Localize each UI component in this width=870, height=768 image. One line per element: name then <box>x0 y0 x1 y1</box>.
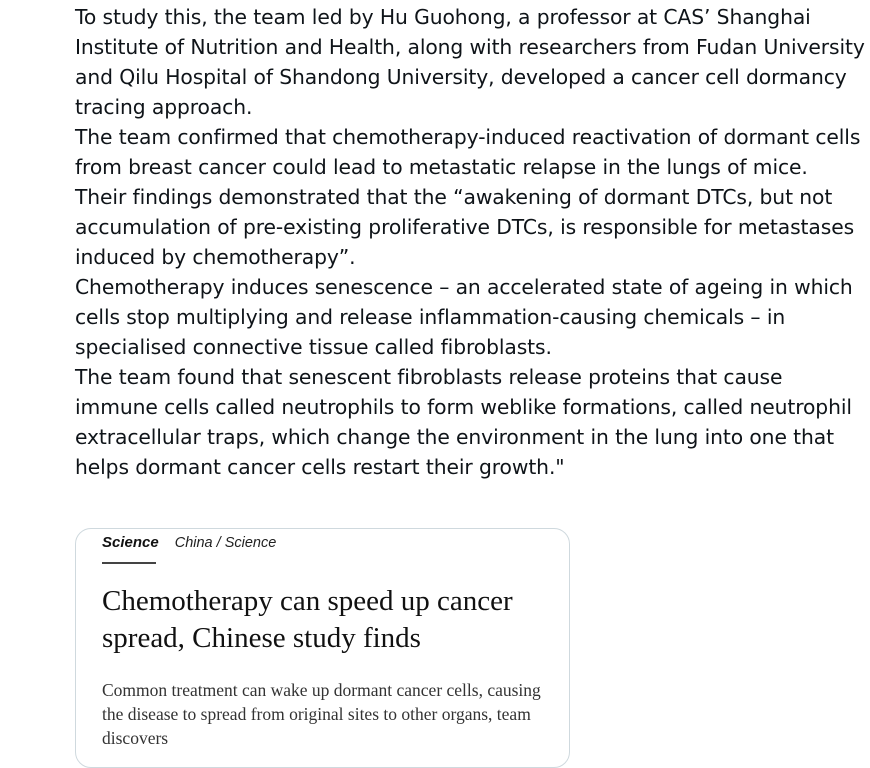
card-breadcrumb-path: China / Science <box>174 535 277 551</box>
post-paragraph: Chemotherapy induces senescence – an accelerated state of ageing in which cells stop multiplying and release inflammation-causing chemicals – in specialised connective tissue called fibroblasts. <box>75 275 853 359</box>
post-text <box>75 2 865 482</box>
post-paragraph: Their findings demonstrated that the “awakening of dormant DTCs, but not accumulation of pre-existing proliferative DTCs, is responsible for metastases induced by chemotherapy”. <box>75 185 855 269</box>
section-underline <box>102 562 156 564</box>
post-paragraph: To study this, the team led by Hu Guohong, a professor at CAS’ Shanghai Institute of Nutrition and Health, along with researchers from Fudan University and Qilu Hospital of Shandong University, developed a cancer cell dormancy tracing approach. <box>75 5 865 119</box>
card-summary: Common treatment can wake up dormant cancer cells, causing the disease to spread from original sites to other organs, team discovers <box>102 680 541 748</box>
link-preview-card[interactable] <box>75 528 570 768</box>
card-section-label: Science <box>102 534 159 551</box>
post-paragraph: The team confirmed that chemotherapy-induced reactivation of dormant cells from breast cancer could lead to metastatic relapse in the lungs of mice. <box>75 125 861 179</box>
card-headline[interactable]: Chemotherapy can speed up cancer spread, Chinese study finds <box>102 585 513 654</box>
card-breadcrumb <box>102 534 276 551</box>
post-paragraph: The team found that senescent fibroblasts release proteins that cause immune cells called neutrophils to form weblike formations, called neutrophil extracellular traps, which change the environment in the lung into one that helps dormant cancer cells restart their growth." <box>75 365 852 479</box>
